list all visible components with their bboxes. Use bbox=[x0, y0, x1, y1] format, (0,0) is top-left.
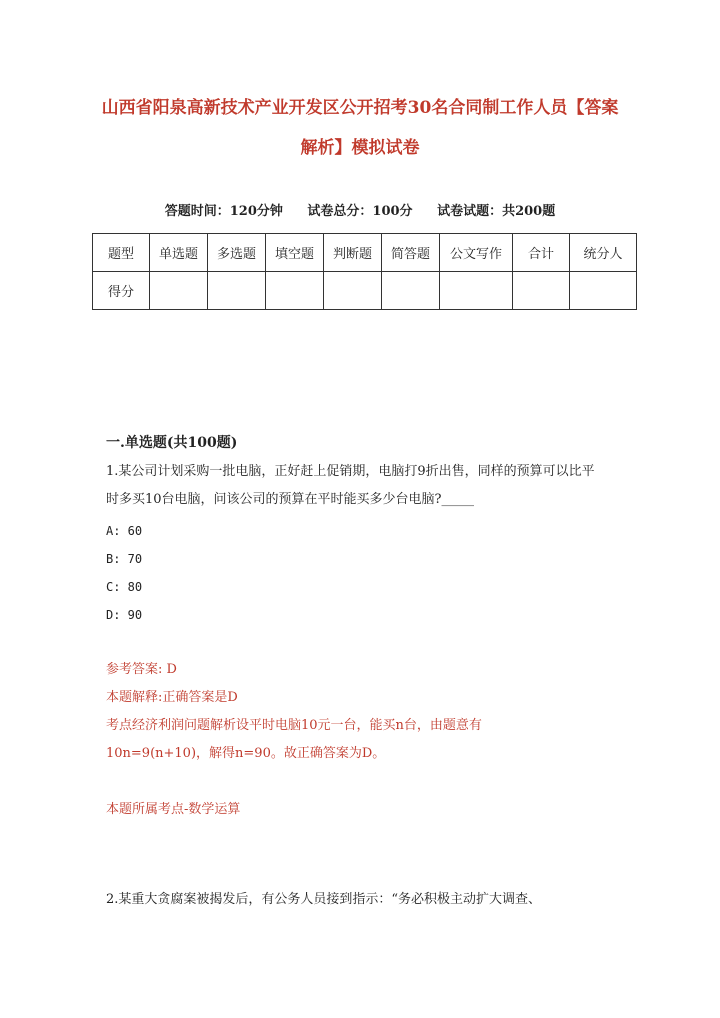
option-d: D: 90 bbox=[106, 608, 143, 622]
score-cell bbox=[570, 272, 637, 310]
question-2-text: 2.某重大贪腐案被揭发后，有公务人员接到指示：“务必积极主动扩大调查、 bbox=[106, 892, 542, 907]
exam-meta bbox=[0, 200, 720, 219]
header-cell: 多选题 bbox=[208, 234, 266, 272]
score-cell bbox=[440, 272, 513, 310]
analysis-line-2: 10n=9(n+10)，解得n=90。故正确答案为D。 bbox=[106, 746, 386, 761]
total-score: 试卷总分：100分 bbox=[307, 204, 413, 219]
question-1-text: 1.某公司计划采购一批电脑，正好赶上促销期，电脑打9折出售，同样的预算可以比平时多买10台电脑，问该公司的预算在平时能买多少台电脑?_____ bbox=[106, 464, 595, 507]
score-cell bbox=[208, 272, 266, 310]
score-cell bbox=[150, 272, 208, 310]
analysis-line-1: 考点经济利润问题解析设平时电脑10元一台，能买n台，由题意有 bbox=[106, 718, 482, 733]
header-cell: 题型 bbox=[93, 234, 150, 272]
section-heading: 一.单选题(共100题) bbox=[106, 435, 238, 451]
header-cell: 简答题 bbox=[382, 234, 440, 272]
option-b: B: 70 bbox=[106, 552, 143, 566]
header-cell: 判断题 bbox=[324, 234, 382, 272]
reference-answer: 参考答案: D bbox=[106, 662, 177, 677]
header-cell: 单选题 bbox=[150, 234, 208, 272]
score-table-score-row bbox=[93, 272, 637, 310]
answer-explanation: 本题解释:正确答案是D bbox=[106, 690, 238, 705]
total-questions: 试卷试题：共200题 bbox=[437, 204, 556, 219]
option-a: A: 60 bbox=[106, 524, 143, 538]
header-cell: 公文写作 bbox=[440, 234, 513, 272]
score-cell bbox=[513, 272, 570, 310]
topic-tag: 本题所属考点-数学运算 bbox=[106, 802, 241, 817]
document-title: 山西省阳泉高新技术产业开发区公开招考30名合同制工作人员【答案解析】模拟试卷 bbox=[101, 98, 619, 158]
score-cell bbox=[266, 272, 324, 310]
score-cell bbox=[382, 272, 440, 310]
header-cell: 统分人 bbox=[570, 234, 637, 272]
score-table bbox=[92, 233, 637, 310]
header-cell: 填空题 bbox=[266, 234, 324, 272]
row-label: 得分 bbox=[93, 272, 150, 310]
score-table-header-row bbox=[93, 234, 637, 272]
header-cell: 合计 bbox=[513, 234, 570, 272]
exam-time: 答题时间：120分钟 bbox=[164, 204, 283, 219]
option-c: C: 80 bbox=[106, 580, 143, 594]
score-cell bbox=[324, 272, 382, 310]
